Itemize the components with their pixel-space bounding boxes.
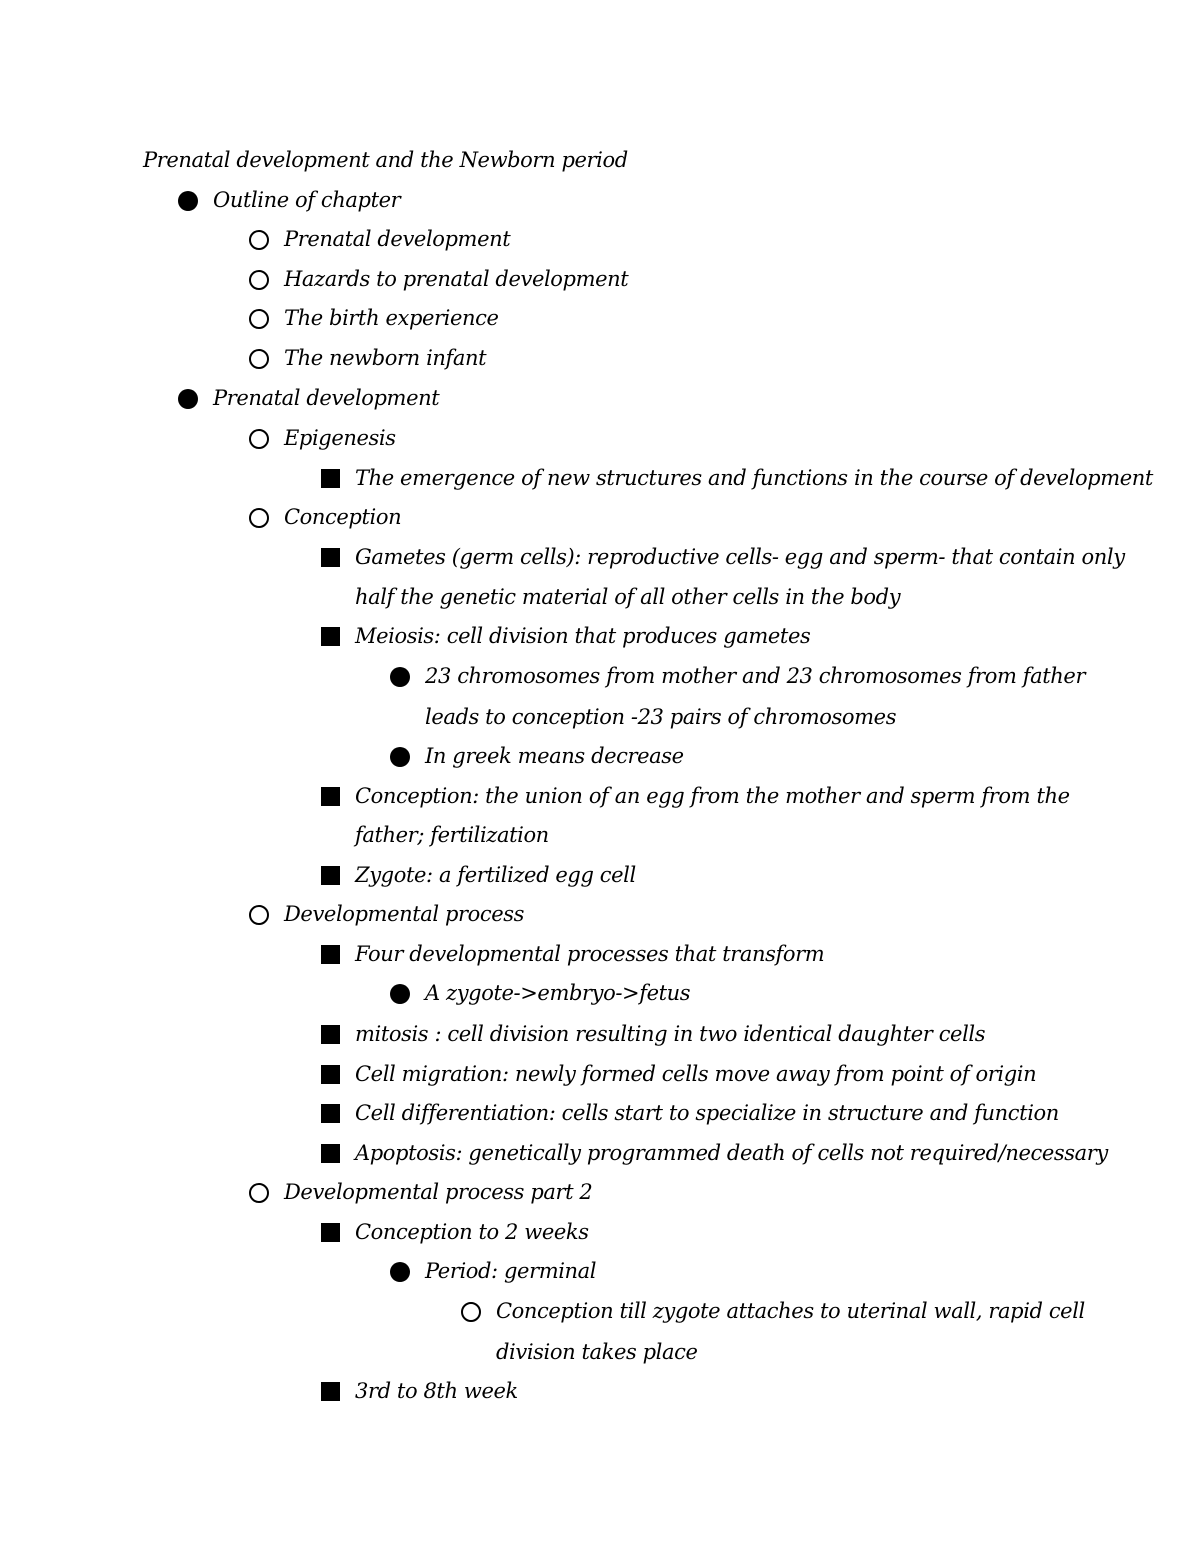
page-title: Prenatal development and the Newborn period	[143, 148, 628, 172]
mitosis-text: mitosis : cell division resulting in two identical daughter cells	[355, 1022, 986, 1046]
outline-item: Hazards to prenatal development	[284, 267, 629, 291]
third-to-eighth-week-text: 3rd to 8th week	[355, 1379, 518, 1403]
hollow-bullet-icon	[249, 230, 269, 250]
filled-bullet-icon	[178, 191, 198, 211]
subheading-conception: Conception	[284, 505, 402, 529]
cell-differentiation-text: Cell differentiation: cells start to specialize in structure and function	[355, 1101, 1059, 1125]
hollow-bullet-icon	[249, 429, 269, 449]
cell-migration-text: Cell migration: newly formed cells move away from point of origin	[355, 1062, 1037, 1086]
square-bullet-icon	[321, 945, 340, 964]
hollow-bullet-icon	[249, 508, 269, 528]
filled-bullet-icon	[390, 667, 410, 687]
square-bullet-icon	[321, 548, 340, 567]
apoptosis-text: Apoptosis: genetically programmed death of cells not required/necessary	[355, 1141, 1108, 1165]
square-bullet-icon	[321, 787, 340, 806]
square-bullet-icon	[321, 866, 340, 885]
section-heading-prenatal: Prenatal development	[213, 386, 440, 410]
epigenesis-definition: The emergence of new structures and functions in the course of development	[355, 466, 1153, 490]
square-bullet-icon	[321, 1065, 340, 1084]
outline-item: The newborn infant	[284, 346, 487, 370]
gametes-text: Gametes (germ cells): reproductive cells- egg and sperm- that contain only	[355, 545, 1125, 569]
germinal-detail: Conception till zygote attaches to uterinal wall, rapid cell	[496, 1299, 1085, 1323]
square-bullet-icon	[321, 1223, 340, 1242]
conception-text: Conception: the union of an egg from the mother and sperm from the	[355, 784, 1070, 808]
filled-bullet-icon	[178, 389, 198, 409]
hollow-bullet-icon	[249, 270, 269, 290]
hollow-bullet-icon	[249, 905, 269, 925]
square-bullet-icon	[321, 1104, 340, 1123]
outline-item: Prenatal development	[284, 227, 511, 251]
four-processes-text: Four developmental processes that transform	[355, 942, 825, 966]
square-bullet-icon	[321, 627, 340, 646]
square-bullet-icon	[321, 1025, 340, 1044]
hollow-bullet-icon	[249, 309, 269, 329]
subheading-developmental-process: Developmental process	[284, 902, 525, 926]
hollow-bullet-icon	[461, 1302, 481, 1322]
filled-bullet-icon	[390, 747, 410, 767]
meiosis-text: Meiosis: cell division that produces gametes	[355, 624, 811, 648]
conception-text-continued: father; fertilization	[355, 823, 549, 847]
hollow-bullet-icon	[249, 1183, 269, 1203]
section-heading-outline: Outline of chapter	[213, 188, 401, 212]
gametes-text-continued: half the genetic material of all other cells in the body	[355, 585, 901, 609]
square-bullet-icon	[321, 469, 340, 488]
square-bullet-icon	[321, 1144, 340, 1163]
square-bullet-icon	[321, 1382, 340, 1401]
subheading-epigenesis: Epigenesis	[284, 426, 396, 450]
zygote-text: Zygote: a fertilized egg cell	[355, 863, 636, 887]
zygote-embryo-fetus-text: A zygote->embryo->fetus	[425, 981, 691, 1005]
conception-to-2-weeks-text: Conception to 2 weeks	[355, 1220, 589, 1244]
meiosis-detail: 23 chromosomes from mother and 23 chromosomes from father	[425, 664, 1086, 688]
subheading-developmental-process-2: Developmental process part 2	[284, 1180, 593, 1204]
germinal-detail-continued: division takes place	[496, 1340, 698, 1364]
meiosis-detail: In greek means decrease	[425, 744, 684, 768]
period-germinal-text: Period: germinal	[425, 1259, 597, 1283]
meiosis-detail-continued: leads to conception -23 pairs of chromosomes	[425, 705, 897, 729]
filled-bullet-icon	[390, 984, 410, 1004]
filled-bullet-icon	[390, 1262, 410, 1282]
hollow-bullet-icon	[249, 349, 269, 369]
outline-item: The birth experience	[284, 306, 499, 330]
